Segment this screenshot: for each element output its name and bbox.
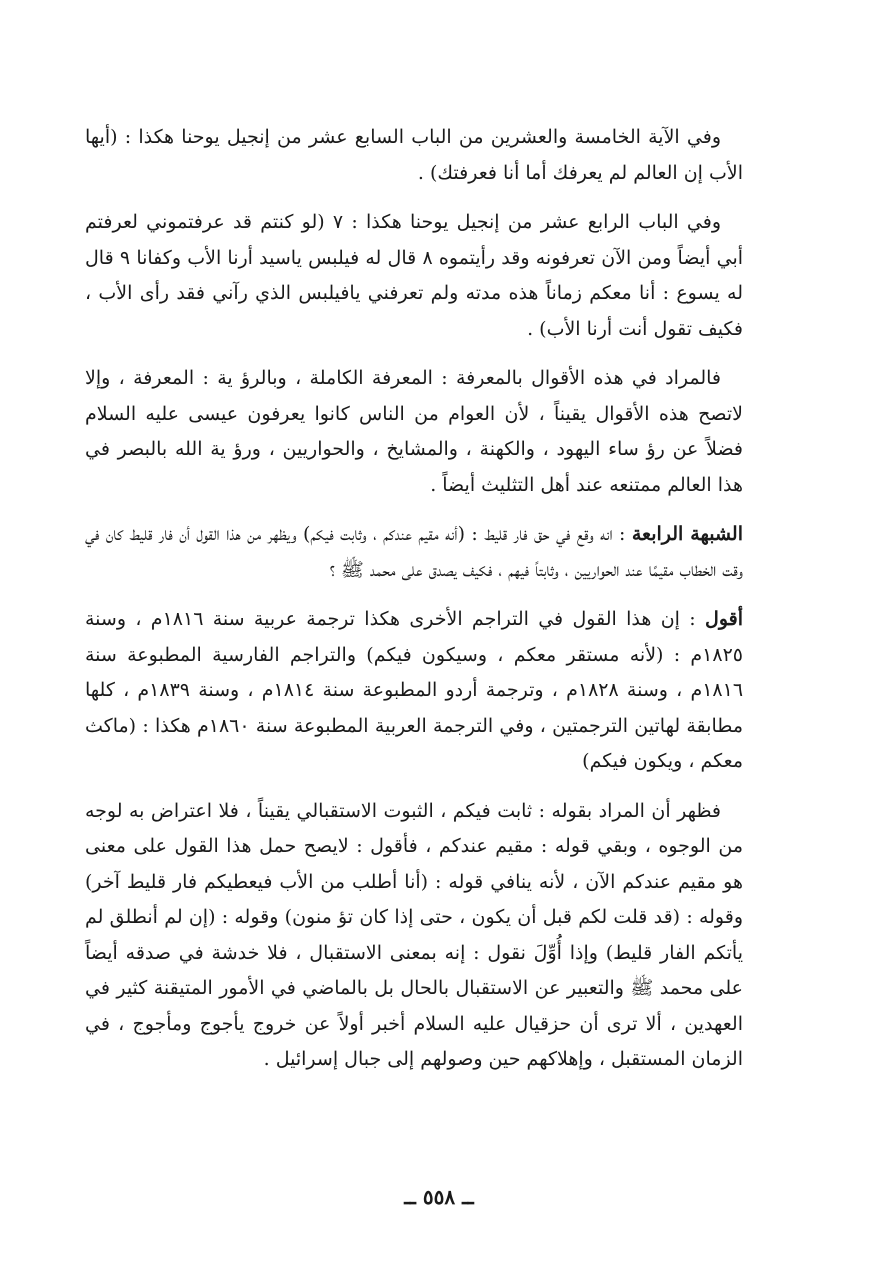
paragraph-1 (85, 120, 743, 191)
paragraph-5-text: : إن هذا القول في التراجم الأخرى هكذا ترجمة عربية سنة ١٨١٦م ، وسنة ١٨٢٥م : (لأنه مستقر معكم ، وسيكون فيكم) والتراجم الفارسية المطبوعة سنة ١٨١٦م ، وسنة ١٨٢٨م ، وترجمة أردو المطبوعة سنة ١٨١٤م ، وسنة ١٨٣٩م ، كلها مطابقة لهاتين الترجمتين ، وفي الترجمة العربية المطبوعة سنة ١٨٦٠م هكذا : (ماكث معكم ، ويكون فيكم) (85, 608, 744, 772)
page-body (85, 120, 743, 1078)
paragraph-1-text: وفي الآية الخامسة والعشرين من الباب السابع عشر من إنجيل يوحنا هكذا : (أيها الأب إن العالم لم يعرفك أما أنا فعرفتك) . (85, 126, 743, 184)
paragraph-6 (85, 794, 743, 1078)
paragraph-4-lead: الشبهة الرابعة (631, 523, 743, 545)
paragraph-3-text: فالمراد في هذه الأقوال بالمعرفة : المعرفة الكاملة ، وبالرؤ ية : المعرفة ، وإلا لاتصح هذه الأقوال يقيناً ، لأن العوام من الناس كانوا يعرفون عيسى عليه السلام فضلاً عن رؤ ساء اليهود ، والكهنة ، والمشايخ ، والحواريين ، ورؤ ية الله بالبصر في هذا العالم ممتنعه عند أهل التثليث أيضاً . (85, 367, 743, 496)
paragraph-5 (85, 602, 743, 780)
paragraph-4 (85, 517, 743, 588)
paragraph-2-text: وفي الباب الرابع عشر من إنجيل يوحنا هكذا : ٧ (لو كنتم قد عرفتموني لعرفتم أبي أيضاً ومن الآن تعرفونه وقد رأيتموه ٨ قال له فيلبس ياسيد أرنا الأب وكفانا ٩ قال له يسوع : أنا معكم زماناً هذه مدته ولم تعرفني يافيلبس الذي رآني فقد رأى الأب ، فكيف تقول أنت أرنا الأب) . (85, 211, 744, 340)
paragraph-4-text: : انه وقع في حق فار قليط : (أنه مقيم عندكم ، وثابت فيكم) ويظهر من هذا القول أن فار قليط كان في وقت الخطاب مقيمًا عند الحواريين ، وثابتاً فيهم ، فكيف يصدق على محمد ﷺ ؟ (85, 523, 743, 581)
paragraph-5-lead: أقول (705, 608, 743, 630)
paragraph-3 (85, 361, 743, 503)
page-number: ــ ٥٥٨ ــ (404, 1185, 474, 1209)
paragraph-2 (85, 205, 743, 347)
paragraph-6-text: فظهر أن المراد بقوله : ثابت فيكم ، الثبوت الاستقبالي يقيناً ، فلا اعتراض به لوجه من الوجوه ، وبقي قوله : مقيم عندكم ، فأقول : لايصح حمل هذا القول على معنى هو مقيم عندكم الآن ، لأنه ينافي قوله : (أنا أطلب من الأب فيعطيكم فار قليط آخر) وقوله : (قد قلت لكم قبل أن يكون ، حتى إذا كان تؤ منون) وقوله : (إن لم أنطلق لم يأتكم الفار قليط) وإذا أُوِّلَ نقول : إنه بمعنى الاستقبال ، فلا خدشة في صدقه أيضاً على محمد ﷺ والتعبير عن الاستقبال بالحال بل بالماضي في الأمور المتيقنة كثير في العهدين ، ألا ترى أن حزقيال عليه السلام أخبر أولاً عن خروج يأجوج ومأجوج ، في الزمان المستقبل ، وإهلاكهم حين وصولهم إلى جبال إسرائيل . (85, 799, 744, 1070)
